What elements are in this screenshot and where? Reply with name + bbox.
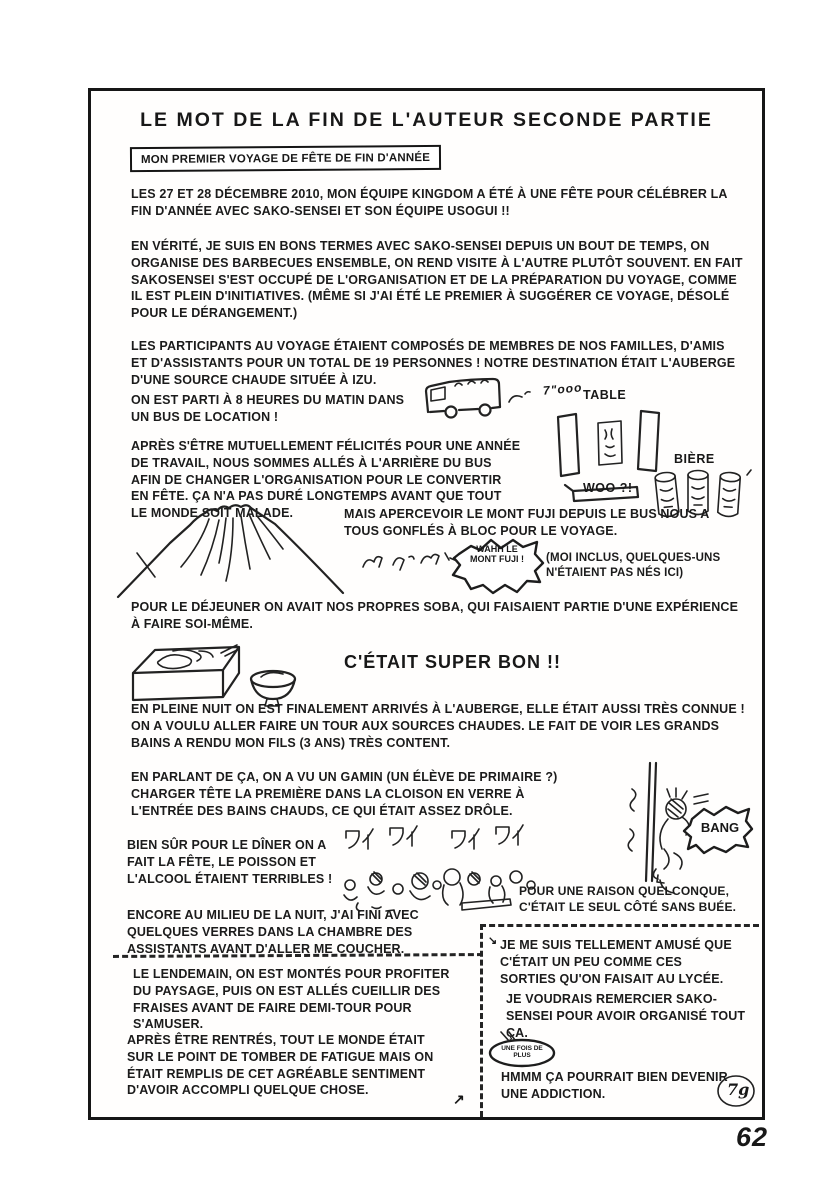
arrow-into-note: ↘ [488,935,498,947]
paragraph-intro: LES 27 ET 28 DÉCEMBRE 2010, MON ÉQUIPE KINGDOM A ÉTÉ À UNE FÊTE POUR CÉLÉBRER LA FIN D'ANNÉE AVEC SAKO-SENSEI ET SON ÉQUIPE USOGUI !! [131,187,728,218]
paragraph-next-day: LE LENDEMAIN, ON EST MONTÉS POUR PROFITER DU PAYSAGE, PUIS ON EST ALLÉS CUEILLIR DES FRAISES AVANT DE FAIRE DEMI-TOUR POUR S'AMUSER. [133,967,450,1032]
wahh-bubble-text: WAHH LE MONT FUJI ! [470,544,524,565]
bang-scene-doodle [596,757,754,899]
paragraph-fuji-view: MAIS APERCEVOIR LE MONT FUJI DEPUIS LE BUS NOUS A TOUS GONFLÉS À BLOC POUR LE VOYAGE. [344,507,710,538]
bang-bubble-text: BANG [700,820,740,835]
paragraph-nightcap: ENCORE AU MILIEU DE LA NUIT, J'AI FINI AVEC QUELQUES VERRES DANS LA CHAMBRE DES ASSISTANTS AVANT D'ALLER ME COUCHER. [127,908,419,956]
excited-squiggles-doodle [357,549,453,581]
arrow-to-note: ↗ [453,1091,465,1107]
mountain-icon [113,497,351,607]
paragraph-back-home: APRÈS ÊTRE RENTRÉS, TOUT LE MONDE ÉTAIT SUR LE POINT DE TOMBER DE FATIGUE MAIS ON ÉTAIT REMPLIS DE CET AGRÉABLE SENTIMENT D'AVOIR ACCOMPLI QUELQUE CHOSE. [127,1033,434,1098]
author-signature [715,1073,757,1109]
paragraph-no-fog: POUR UNE RAISON QUELCONQUE, C'ÉTAIT LE SEUL CÔTÉ SANS BUÉE. [519,884,737,915]
super-bon-text: C'ÉTAIT SUPER BON !! [344,652,561,672]
paragraph-dinner-party: BIEN SÛR POUR LE DÎNER ON A FAIT LA FÊTE, LE POISSON ET L'ALCOOL ÉTAIENT TERRIBLES ! [127,838,333,886]
paragraph-inn-arrival: EN PLEINE NUIT ON EST FINALEMENT ARRIVÉS À L'AUBERGE, ELLE ÉTAIT AUSSI TRÈS CONNUE ! ON A VOULU ALLER FAIRE UN TOUR AUX SOURCES CHAUDES. LE FAIT DE VOIR LES GRANDS BAINS A RENDU MON FILS (3 ANS) TRÈS CONTENT. [131,702,745,750]
page-title: LE MOT DE LA FIN DE L'AUTEUR SECONDE PARTIE [140,109,713,131]
paragraph-thanks-sako: JE VOUDRAIS REMERCIER SAKO-SENSEI POUR AVOIR ORGANISÉ TOUT ÇA. [506,992,746,1040]
fuji-note-text: (MOI INCLUS, QUELQUES-UNS N'ÉTAIENT PAS NÉS ICI) [546,552,721,580]
page-frame [88,88,765,1120]
paragraph-sako-friendship: EN VÉRITÉ, JE SUIS EN BONS TERMES AVEC SAKO-SENSEI DEPUIS UN BOUT DE TEMPS, ON ORGANISE DES BARBECUES ENSEMBLE, ON REND VISITE À L'AUTRE PLUTÔT SOUVENT. EN FAIT SAKOSENSEI S'EST OCCUPÉ DE L'ORGANISATION ET DE LA PRÉPARATION DU VOYAGE, COMME IL EST PLEIN D'INITIATIVES. (MÊME SI J'AI ÉTÉ LE PREMIER À SUGGÉRER CE VOYAGE, DÉSOLÉ POUR LE DÉRANGEMENT.) [131,239,743,320]
once-more-text: UNE FOIS DE PLUS [501,1045,543,1060]
table-label: TABLE [583,388,627,402]
once-more-bubble [485,1029,559,1069]
page-number: 62 [735,1122,768,1152]
bus-icon [421,374,533,424]
paragraph-bus-party: APRÈS S'ÊTRE MUTUELLEMENT FÉLICITÉS POUR UNE ANNÉE DE TRAVAIL, NOUS SOMMES ALLÉS À L'ARRIÈRE DU BUS AFIN DE CHANGER L'ORGANISATION POUR LE CONVERTIR EN FÊTE. ÇA N'A PAS DURÉ LONGTEMPS AVANT QUE TOUT LE MONDE SOIT MALADE. [131,439,521,520]
crowd-squiggle-icon [357,549,453,581]
paragraph-soba-lunch: POUR LE DÉJEUNER ON AVAIT NOS PROPRES SOBA, QUI FAISAIENT PARTIE D'UNE EXPÉRIENCE À FAIRE SOI-MÊME. [131,600,739,631]
paragraph-kid-glass: EN PARLANT DE ÇA, ON A VU UN GAMIN (UN ÉLÈVE DE PRIMAIRE ?) CHARGER TÊTE LA PREMIÈRE DANS LA CLOISON EN VERRE À L'ENTRÉE DES BAINS CHAUDS, CE QUI ÉTAIT ASSEZ DRÔLE. [131,770,558,818]
paragraph-addiction: HMMM ÇA POURRAIT BIEN DEVENIR UNE ADDICTION. [501,1070,728,1101]
bus-doodle [421,374,533,424]
paragraph-participants: LES PARTICIPANTS AU VOYAGE ÉTAIENT COMPOSÉS DE MEMBRES DE NOS FAMILLES, D'AMIS ET D'ASSISTANTS POUR UN TOTAL DE 19 PERSONNES ! NOTRE DESTINATION ÉTAIT L'AUBERGE D'UNE SOURCE CHAUDE SITUÉE À IZU. [131,339,736,387]
woo-text: WOO ?! [583,481,633,495]
topic-box: MON PREMIER VOYAGE DE FÊTE DE FIN D'ANNÉE [130,145,441,172]
signature-text: 7g [727,1080,750,1099]
paragraph-bus-departure: ON EST PARTI À 8 HEURES DU MATIN DANS UN BUS DE LOCATION ! [131,393,405,424]
beer-label: BIÈRE [674,452,715,466]
closing-note-box [480,924,759,1117]
mount-fuji-doodle [113,497,351,607]
wahh-bubble [449,534,545,600]
bus-sfx-text: 7"ooo [542,380,583,398]
paragraph-had-fun: JE ME SUIS TELLEMENT AMUSÉ QUE C'ÉTAIT UN PEU COMME CES SORTIES QU'ON FAISAIT AU LYCÉE. [500,938,732,986]
